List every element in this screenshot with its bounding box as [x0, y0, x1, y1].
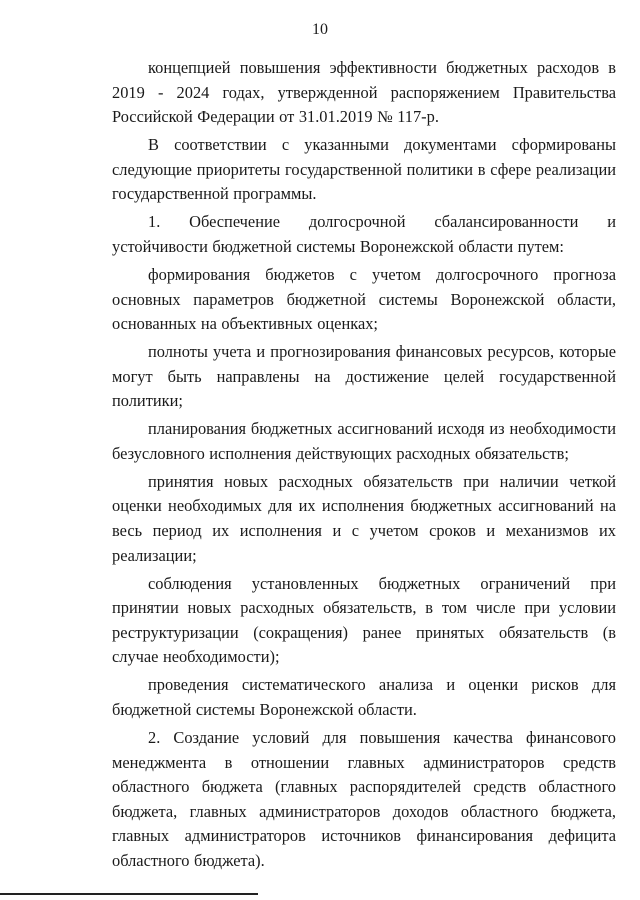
paragraph-item-1-risk-analysis: проведения систематического анализа и оценки рисков для бюджетной системы Воронежской области.: [112, 675, 616, 719]
footnote-separator: [0, 893, 258, 895]
page-number: 10: [312, 21, 328, 38]
paragraph-item-1-restrictions: соблюдения установленных бюджетных ограничений при принятии новых расходных обязательств, в том числе при условии реструктуризации (сокращения) ранее принятых обязательств (в случае необходимости);: [112, 573, 616, 667]
paragraph-item-1-budget-forming: формирования бюджетов с учетом долгосрочного прогноза основных параметров бюджетной системы Воронежской области, основанных на объективных оценках;: [112, 264, 616, 334]
paragraph-item-1-planning: планирования бюджетных ассигнований исходя из необходимости безусловного исполнения действующих расходных обязательств;: [112, 419, 616, 463]
paragraph-item-2: 2. Создание условий для повышения качества финансового менеджмента в отношении главных администраторов средств областного бюджета (главных распорядителей средств областного бюджета, главных администраторов доходов областного бюджета, главных администраторов источников финансирования дефицита областного бюджета).: [112, 727, 616, 870]
paragraph-item-1-resources: полноты учета и прогнозирования финансовых ресурсов, которые могут быть направлены на достижение целей государственной политики;: [112, 342, 616, 411]
paragraph-priorities-intro: В соответствии с указанными документами сформированы следующие приоритеты государственной политики в сфере реализации государственной программы.: [112, 135, 616, 204]
document-body: [112, 56, 616, 877]
paragraph-item-1: 1. Обеспечение долгосрочной сбалансированности и устойчивости бюджетной системы Воронежской области путем:: [112, 212, 616, 256]
paragraph-item-1-new-obligations: принятия новых расходных обязательств при наличии четкой оценки необходимых для их исполнения бюджетных ассигнований на весь период их исполнения и с учетом сроков и механизмов их реализации;: [112, 471, 616, 565]
paragraph-continuation: концепцией повышения эффективности бюджетных расходов в 2019 - 2024 годах, утвержденной распоряжением Правительства Российской Федерации от 31.01.2019 № 117-р.: [112, 58, 616, 127]
